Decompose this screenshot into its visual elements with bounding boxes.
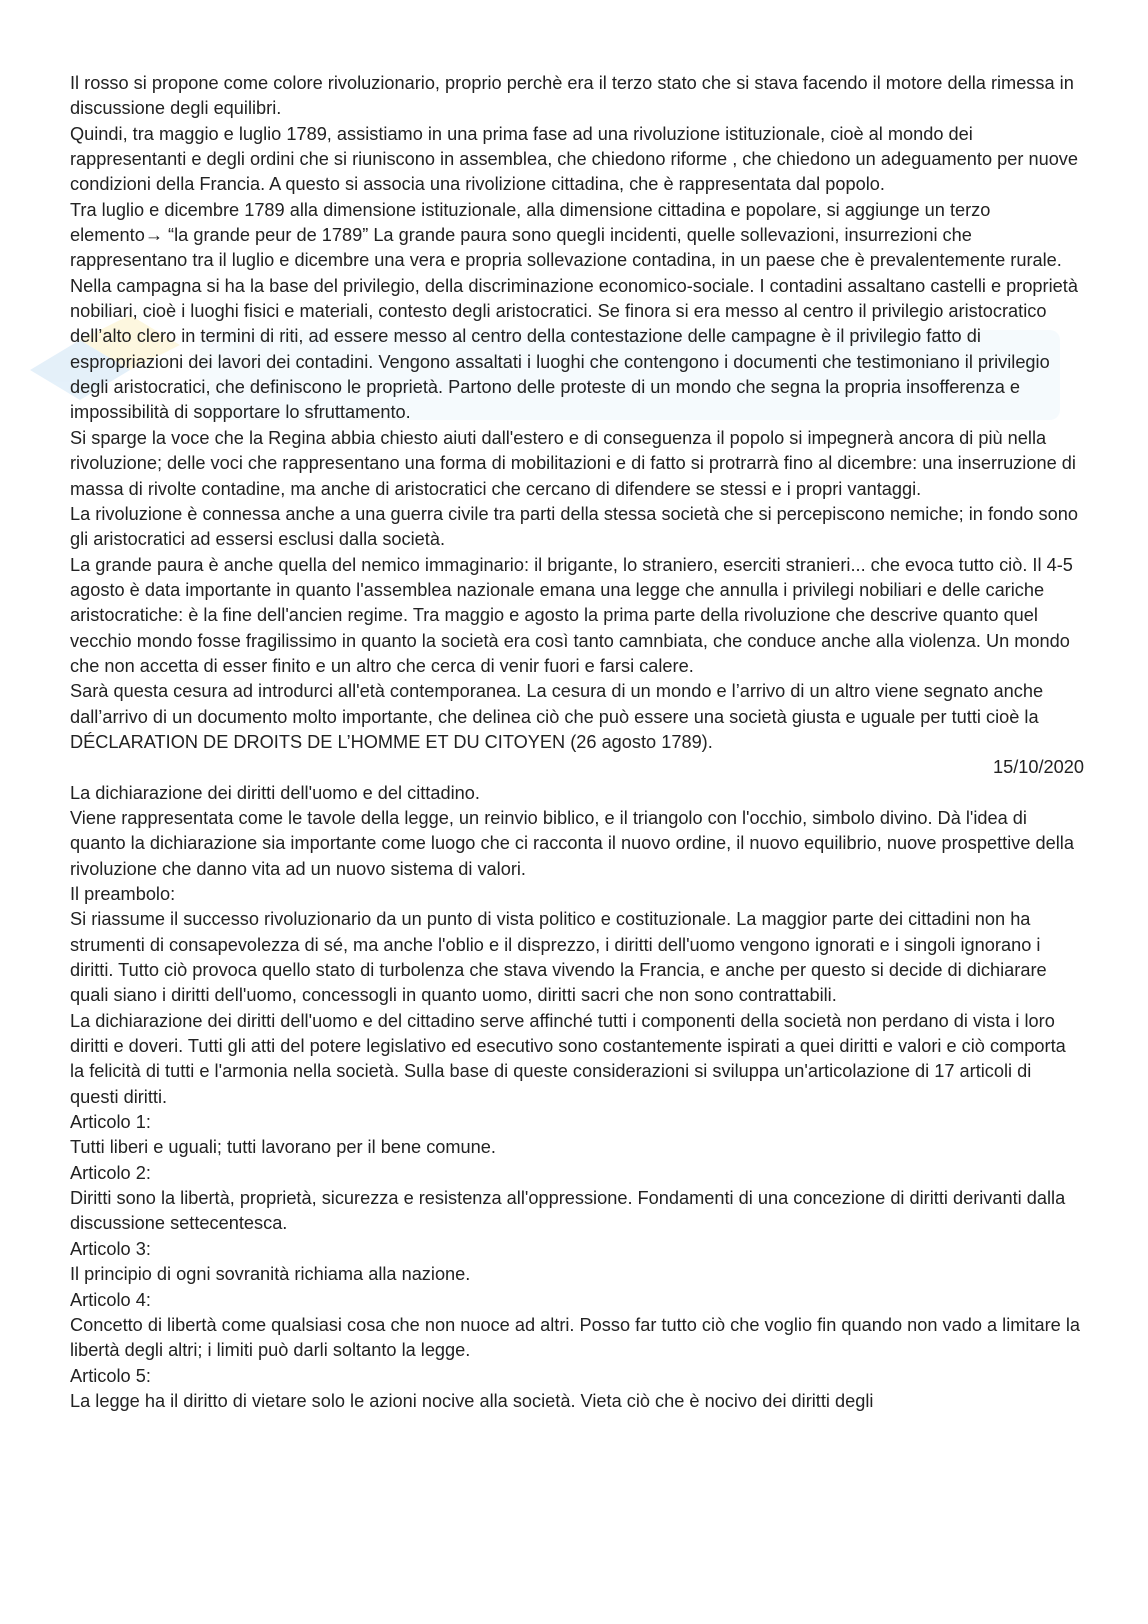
paragraph: Diritti sono la libertà, proprietà, sicurezza e resistenza all'oppressione. Fondamenti di una concezione di diritti derivanti dalla discussione settecentesca. bbox=[70, 1188, 1066, 1234]
paragraph: La legge ha il diritto di vietare solo le azioni nocive alla società. Vieta ciò che è nocivo dei diritti degli bbox=[70, 1390, 874, 1411]
article-heading: Articolo 2: bbox=[70, 1162, 151, 1183]
article-heading: Articolo 1: bbox=[70, 1112, 151, 1133]
paragraph: Tra luglio e dicembre 1789 alla dimensione istituzionale, alla dimensione cittadina e popolare, si aggiunge un terzo elemento→ “la grande peur de 1789” La grande paura sono quegli incidenti, quelle sollevazioni, insurrezioni che rappresentano tra il luglio e dicembre una vera e propria sollevazione contadina, in un paese che è prevalentemente rurale. Nella campagna si ha la base del privilegio, della discriminazione economico-sociale. I contadini assaltano castelli e proprietà nobiliari, cioè i luoghi fisici e materiali, contesto degli aristocratici. Se finora si era messo al centro il privilegio aristocratico dell’alto clero in termini di riti, ad essere messo al centro della contestazione delle campagne è il privilegio fatto di espropriazioni dei lavori dei contadini. Vengono assaltati i luoghi che contengono i documenti che testimoniano il privilegio degli aristocratici, che definiscono le proprietà. Partono delle proteste di un mondo che segna la propria insofferenza e impossibilità di sopportare lo sfruttamento. bbox=[70, 199, 1078, 423]
paragraph: Si sparge la voce che la Regina abbia chiesto aiuti dall'estero e di conseguenza il popolo si impegnerà ancora di più nella rivoluzione; delle voci che rappresentano una forma di mobilitazioni e di fatto si protrarrà fino al dicembre: una inserruzione di massa di rivolte contadine, ma anche di aristocratici che cercano di difendere se stessi e i propri vantaggi. bbox=[70, 427, 1076, 499]
paragraph: Quindi, tra maggio e luglio 1789, assistiamo in una prima fase ad una rivoluzione istituzionale, cioè al mondo dei rappresentanti e degli ordini che si riuniscono in assemblea, che chiedono riforme , che chiedono un adeguamento per nuove condizioni della Francia. A questo si associa una rivolizione cittadina, che è rappresentata dal popolo. bbox=[70, 123, 1079, 195]
article-heading: Articolo 5: bbox=[70, 1365, 151, 1386]
paragraph: La grande paura è anche quella del nemico immaginario: il brigante, lo straniero, eserciti stranieri... che evoca tutto ciò. Il 4-5 agosto è data importante in quanto l'assemblea nazionale emana una legge che annulla i privilegi nobiliari e delle cariche aristocratiche: è la fine dell'ancien regime. Tra maggio e agosto la prima parte della rivoluzione che descrive quanto quel vecchio mondo fosse fragilissimo in quanto la società era così tanto camnbiata, che conduce anche alla violenza. Un mondo che non accetta di esser finito e un altro che cerca di venir fuori e farsi calere. bbox=[70, 554, 1073, 676]
article-heading: Articolo 3: bbox=[70, 1238, 151, 1259]
paragraph: Concetto di libertà come qualsiasi cosa che non nuoce ad altri. Posso far tutto ciò che voglio fin quando non vado a limitare la libertà degli altri; i limiti può darli soltanto la legge. bbox=[70, 1314, 1081, 1361]
paragraph: Viene rappresentata come le tavole della legge, un reinvio biblico, e il triangolo con l'occhio, simbolo divino. Dà l'idea di quanto la dichiarazione sia importante come luogo che ci racconta il nuovo ordine, il nuovo equilibrio, nuove prospettive della rivoluzione che danno vita ad un nuovo sistema di valori. bbox=[70, 807, 1074, 879]
article-heading: Articolo 4: bbox=[70, 1289, 151, 1310]
paragraph: Sarà questa cesura ad introdurci all'età contemporanea. La cesura di un mondo e l’arrivo di un altro viene segnato anche dall’arrivo di un documento molto importante, che delinea ciò che può essere una società giusta e uguale per tutti cioè la DÉCLARATION DE DROITS DE L’HOMME ET DU CITOYEN (26 agosto 1789). bbox=[70, 681, 1044, 752]
subheading: Il preambolo: bbox=[70, 884, 176, 904]
section-heading: La dichiarazione dei diritti dell'uomo e del cittadino. bbox=[70, 782, 480, 803]
document-body bbox=[70, 71, 1084, 1414]
paragraph: La dichiarazione dei diritti dell'uomo e del cittadino serve affinché tutti i componenti della società non perdano di vista i loro diritti e doveri. Tutti gli atti del potere legislativo ed esecutivo sono costantemente ispirati a quei diritti e valori e ciò comporta la felicità di tutti e l'armonia nella società. Sulla base di queste considerazioni si sviluppa un'articolazione di 17 articoli di questi diritti. bbox=[70, 1010, 1066, 1107]
paragraph: Il principio di ogni sovranità richiama alla nazione. bbox=[70, 1264, 471, 1285]
paragraph: Tutti liberi e uguali; tutti lavorano per il bene comune. bbox=[70, 1137, 496, 1158]
paragraph: La rivoluzione è connessa anche a una guerra civile tra parti della stessa società che si percepiscono nemiche; in fondo sono gli aristocratici ad essersi esclusi dalla società. bbox=[70, 503, 1078, 550]
note-date: 15/10/2020 bbox=[992, 757, 1084, 778]
paragraph: Si riassume il successo rivoluzionario da un punto di vista politico e costituzionale. La maggior parte dei cittadini non ha strumenti di consapevolezza di sé, ma anche l'oblio e il disprezzo, i diritti dell'uomo vengono ignorati e i singoli ignorano i diritti. Tutto ciò provoca quello stato di turbolenza che stava vivendo la Francia, e anche per questo si decide di dichiarare quali siano i diritti dell'uomo, concessogli in quanto uomo, diritti sacri che non sono contrattabili. bbox=[70, 909, 1047, 1006]
paragraph: Il rosso si propone come colore rivoluzionario, proprio perchè era il terzo stato che si stava facendo il motore della rimessa in discussione degli equilibri. bbox=[70, 73, 1074, 119]
